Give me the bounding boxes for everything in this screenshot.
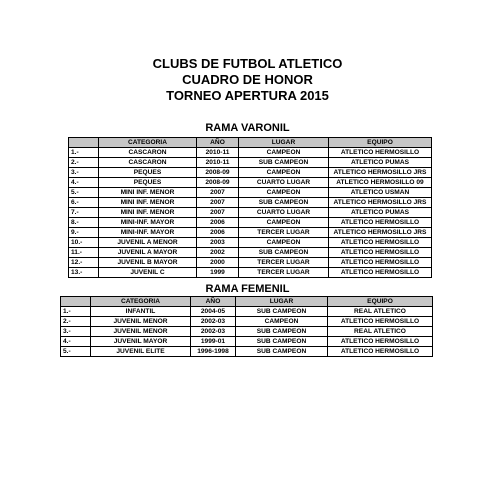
cell-equipo: ATLETICO HERMOSILLO: [328, 347, 433, 357]
cell-categoria: PEQUES: [99, 168, 197, 178]
table-header-row: [69, 138, 432, 148]
cell-categoria: JUVENIL A MAYOR: [99, 248, 197, 258]
section-title-femenil: RAMA FEMENIL: [205, 283, 290, 295]
table-row: [61, 307, 433, 317]
cell-lugar: TERCER LUGAR: [239, 228, 329, 238]
cell-equipo: ATLETICO HERMOSILLO: [329, 258, 432, 268]
table-header-row: [61, 297, 433, 307]
table-row: [69, 228, 432, 238]
cell-categoria: MINI-INF. MAYOR: [99, 228, 197, 238]
cell-ano: 2002: [197, 248, 239, 258]
table-femenil: [60, 296, 433, 357]
cell-ano: 2007: [197, 198, 239, 208]
cell-categoria: JUVENIL MENOR: [91, 317, 191, 327]
cell-equipo: ATLETICO HERMOSILLO: [329, 148, 432, 158]
table-row: [61, 327, 433, 337]
cell-ano: 2000: [197, 258, 239, 268]
cell-lugar: CUARTO LUGAR: [239, 178, 329, 188]
cell-number: 1.-: [69, 148, 99, 158]
column-header-categoria: CATEGORIA: [99, 138, 197, 148]
cell-categoria: JUVENIL MENOR: [91, 327, 191, 337]
table-row: [69, 258, 432, 268]
cell-ano: 2007: [197, 188, 239, 198]
cell-equipo: ATLETICO HERMOSILLO JRS: [329, 198, 432, 208]
cell-lugar: CAMPEON: [239, 218, 329, 228]
cell-lugar: SUB CAMPEON: [236, 327, 328, 337]
table-row: [69, 248, 432, 258]
cell-lugar: CAMPEON: [239, 188, 329, 198]
cell-categoria: JUVENIL A MENOR: [99, 238, 197, 248]
cell-equipo: ATLETICO HERMOSILLO JRS: [329, 168, 432, 178]
cell-lugar: CAMPEON: [239, 148, 329, 158]
cell-number: 6.-: [69, 198, 99, 208]
cell-lugar: SUB CAMPEON: [236, 337, 328, 347]
cell-equipo: ATLETICO HERMOSILLO: [329, 248, 432, 258]
cell-categoria: INFANTIL: [91, 307, 191, 317]
header-line-2: CUADRO DE HONOR: [182, 72, 313, 87]
table-row: [61, 337, 433, 347]
table-row: [69, 188, 432, 198]
cell-equipo: ATLETICO HERMOSILLO: [329, 218, 432, 228]
cell-ano: 1999-01: [191, 337, 236, 347]
column-header-ano: AÑO: [191, 297, 236, 307]
cell-categoria: JUVENIL B MAYOR: [99, 258, 197, 268]
cell-ano: 1999: [197, 268, 239, 278]
cell-number: 2.-: [61, 317, 91, 327]
cell-number: 11.-: [69, 248, 99, 258]
cell-lugar: SUB CAMPEON: [239, 158, 329, 168]
cell-number: 1.-: [61, 307, 91, 317]
cell-categoria: MINI-INF. MAYOR: [99, 218, 197, 228]
column-header-categoria: CATEGORIA: [91, 297, 191, 307]
cell-ano: 2004-05: [191, 307, 236, 317]
cell-equipo: ATLETICO HERMOSILLO: [329, 238, 432, 248]
table-row: [69, 168, 432, 178]
cell-lugar: CAMPEON: [236, 317, 328, 327]
cell-equipo: ATLETICO HERMOSILLO: [329, 268, 432, 278]
column-header-lugar: LUGAR: [239, 138, 329, 148]
cell-number: 9.-: [69, 228, 99, 238]
cell-lugar: CAMPEON: [239, 238, 329, 248]
cell-lugar: TERCER LUGAR: [239, 258, 329, 268]
table-row: [69, 148, 432, 158]
cell-ano: 2002-03: [191, 327, 236, 337]
cell-categoria: JUVENIL C: [99, 268, 197, 278]
cell-categoria: MINI INF. MENOR: [99, 198, 197, 208]
cell-categoria: PEQUES: [99, 178, 197, 188]
cell-number: 5.-: [61, 347, 91, 357]
table-row: [69, 268, 432, 278]
cell-categoria: MINI INF. MENOR: [99, 188, 197, 198]
column-header-equipo: EQUIPO: [328, 297, 433, 307]
table-row: [61, 347, 433, 357]
document-header: [0, 56, 495, 104]
cell-categoria: JUVENIL ELITE: [91, 347, 191, 357]
cell-equipo: ATLETICO PUMAS: [329, 208, 432, 218]
cell-ano: 2006: [197, 218, 239, 228]
cell-ano: 2010-11: [197, 148, 239, 158]
table-row: [61, 317, 433, 327]
cell-ano: 2010-11: [197, 158, 239, 168]
cell-lugar: SUB CAMPEON: [239, 198, 329, 208]
cell-ano: 2007: [197, 208, 239, 218]
cell-equipo: ATLETICO HERMOSILLO JRS: [329, 228, 432, 238]
column-header-ano: AÑO: [197, 138, 239, 148]
cell-ano: 2008-09: [197, 168, 239, 178]
cell-ano: 2006: [197, 228, 239, 238]
cell-equipo: ATLETICO USMAN: [329, 188, 432, 198]
cell-lugar: SUB CAMPEON: [239, 248, 329, 258]
cell-number: 7.-: [69, 208, 99, 218]
column-header-equipo: EQUIPO: [329, 138, 432, 148]
cell-ano: 1996-1998: [191, 347, 236, 357]
table-row: [69, 238, 432, 248]
cell-categoria: MINI INF. MENOR: [99, 208, 197, 218]
cell-number: 4.-: [61, 337, 91, 347]
cell-equipo: ATLETICO HERMOSILLO 09: [329, 178, 432, 188]
table-varonil: [68, 137, 432, 278]
cell-number: 5.-: [69, 188, 99, 198]
cell-lugar: CAMPEON: [239, 168, 329, 178]
cell-lugar: SUB CAMPEON: [236, 347, 328, 357]
cell-lugar: TERCER LUGAR: [239, 268, 329, 278]
cell-equipo: REAL ATLETICO: [328, 307, 433, 317]
table-row: [69, 198, 432, 208]
table-row: [69, 178, 432, 188]
cell-ano: 2008-09: [197, 178, 239, 188]
section-title-varonil: RAMA VARONIL: [205, 122, 290, 134]
cell-number: 4.-: [69, 178, 99, 188]
cell-equipo: REAL ATLETICO: [328, 327, 433, 337]
cell-ano: 2003: [197, 238, 239, 248]
table-row: [69, 218, 432, 228]
column-header-lugar: LUGAR: [236, 297, 328, 307]
cell-categoria: JUVENIL MAYOR: [91, 337, 191, 347]
cell-lugar: SUB CAMPEON: [236, 307, 328, 317]
table-row: [69, 158, 432, 168]
cell-equipo: ATLETICO HERMOSILLO: [328, 337, 433, 347]
column-header-number: [61, 297, 91, 307]
cell-number: 2.-: [69, 158, 99, 168]
cell-equipo: ATLETICO HERMOSILLO: [328, 317, 433, 327]
table-row: [69, 208, 432, 218]
cell-number: 13.-: [69, 268, 99, 278]
cell-number: 12.-: [69, 258, 99, 268]
header-line-1: CLUBS DE FUTBOL ATLETICO: [152, 56, 343, 71]
cell-categoria: CASCARON: [99, 148, 197, 158]
column-header-number: [69, 138, 99, 148]
cell-lugar: CUARTO LUGAR: [239, 208, 329, 218]
cell-number: 8.-: [69, 218, 99, 228]
cell-number: 3.-: [61, 327, 91, 337]
cell-number: 10.-: [69, 238, 99, 248]
cell-equipo: ATLETICO PUMAS: [329, 158, 432, 168]
header-line-3: TORNEO APERTURA 2015: [166, 88, 329, 103]
cell-ano: 2002-03: [191, 317, 236, 327]
cell-categoria: CASCARON: [99, 158, 197, 168]
cell-number: 3.-: [69, 168, 99, 178]
